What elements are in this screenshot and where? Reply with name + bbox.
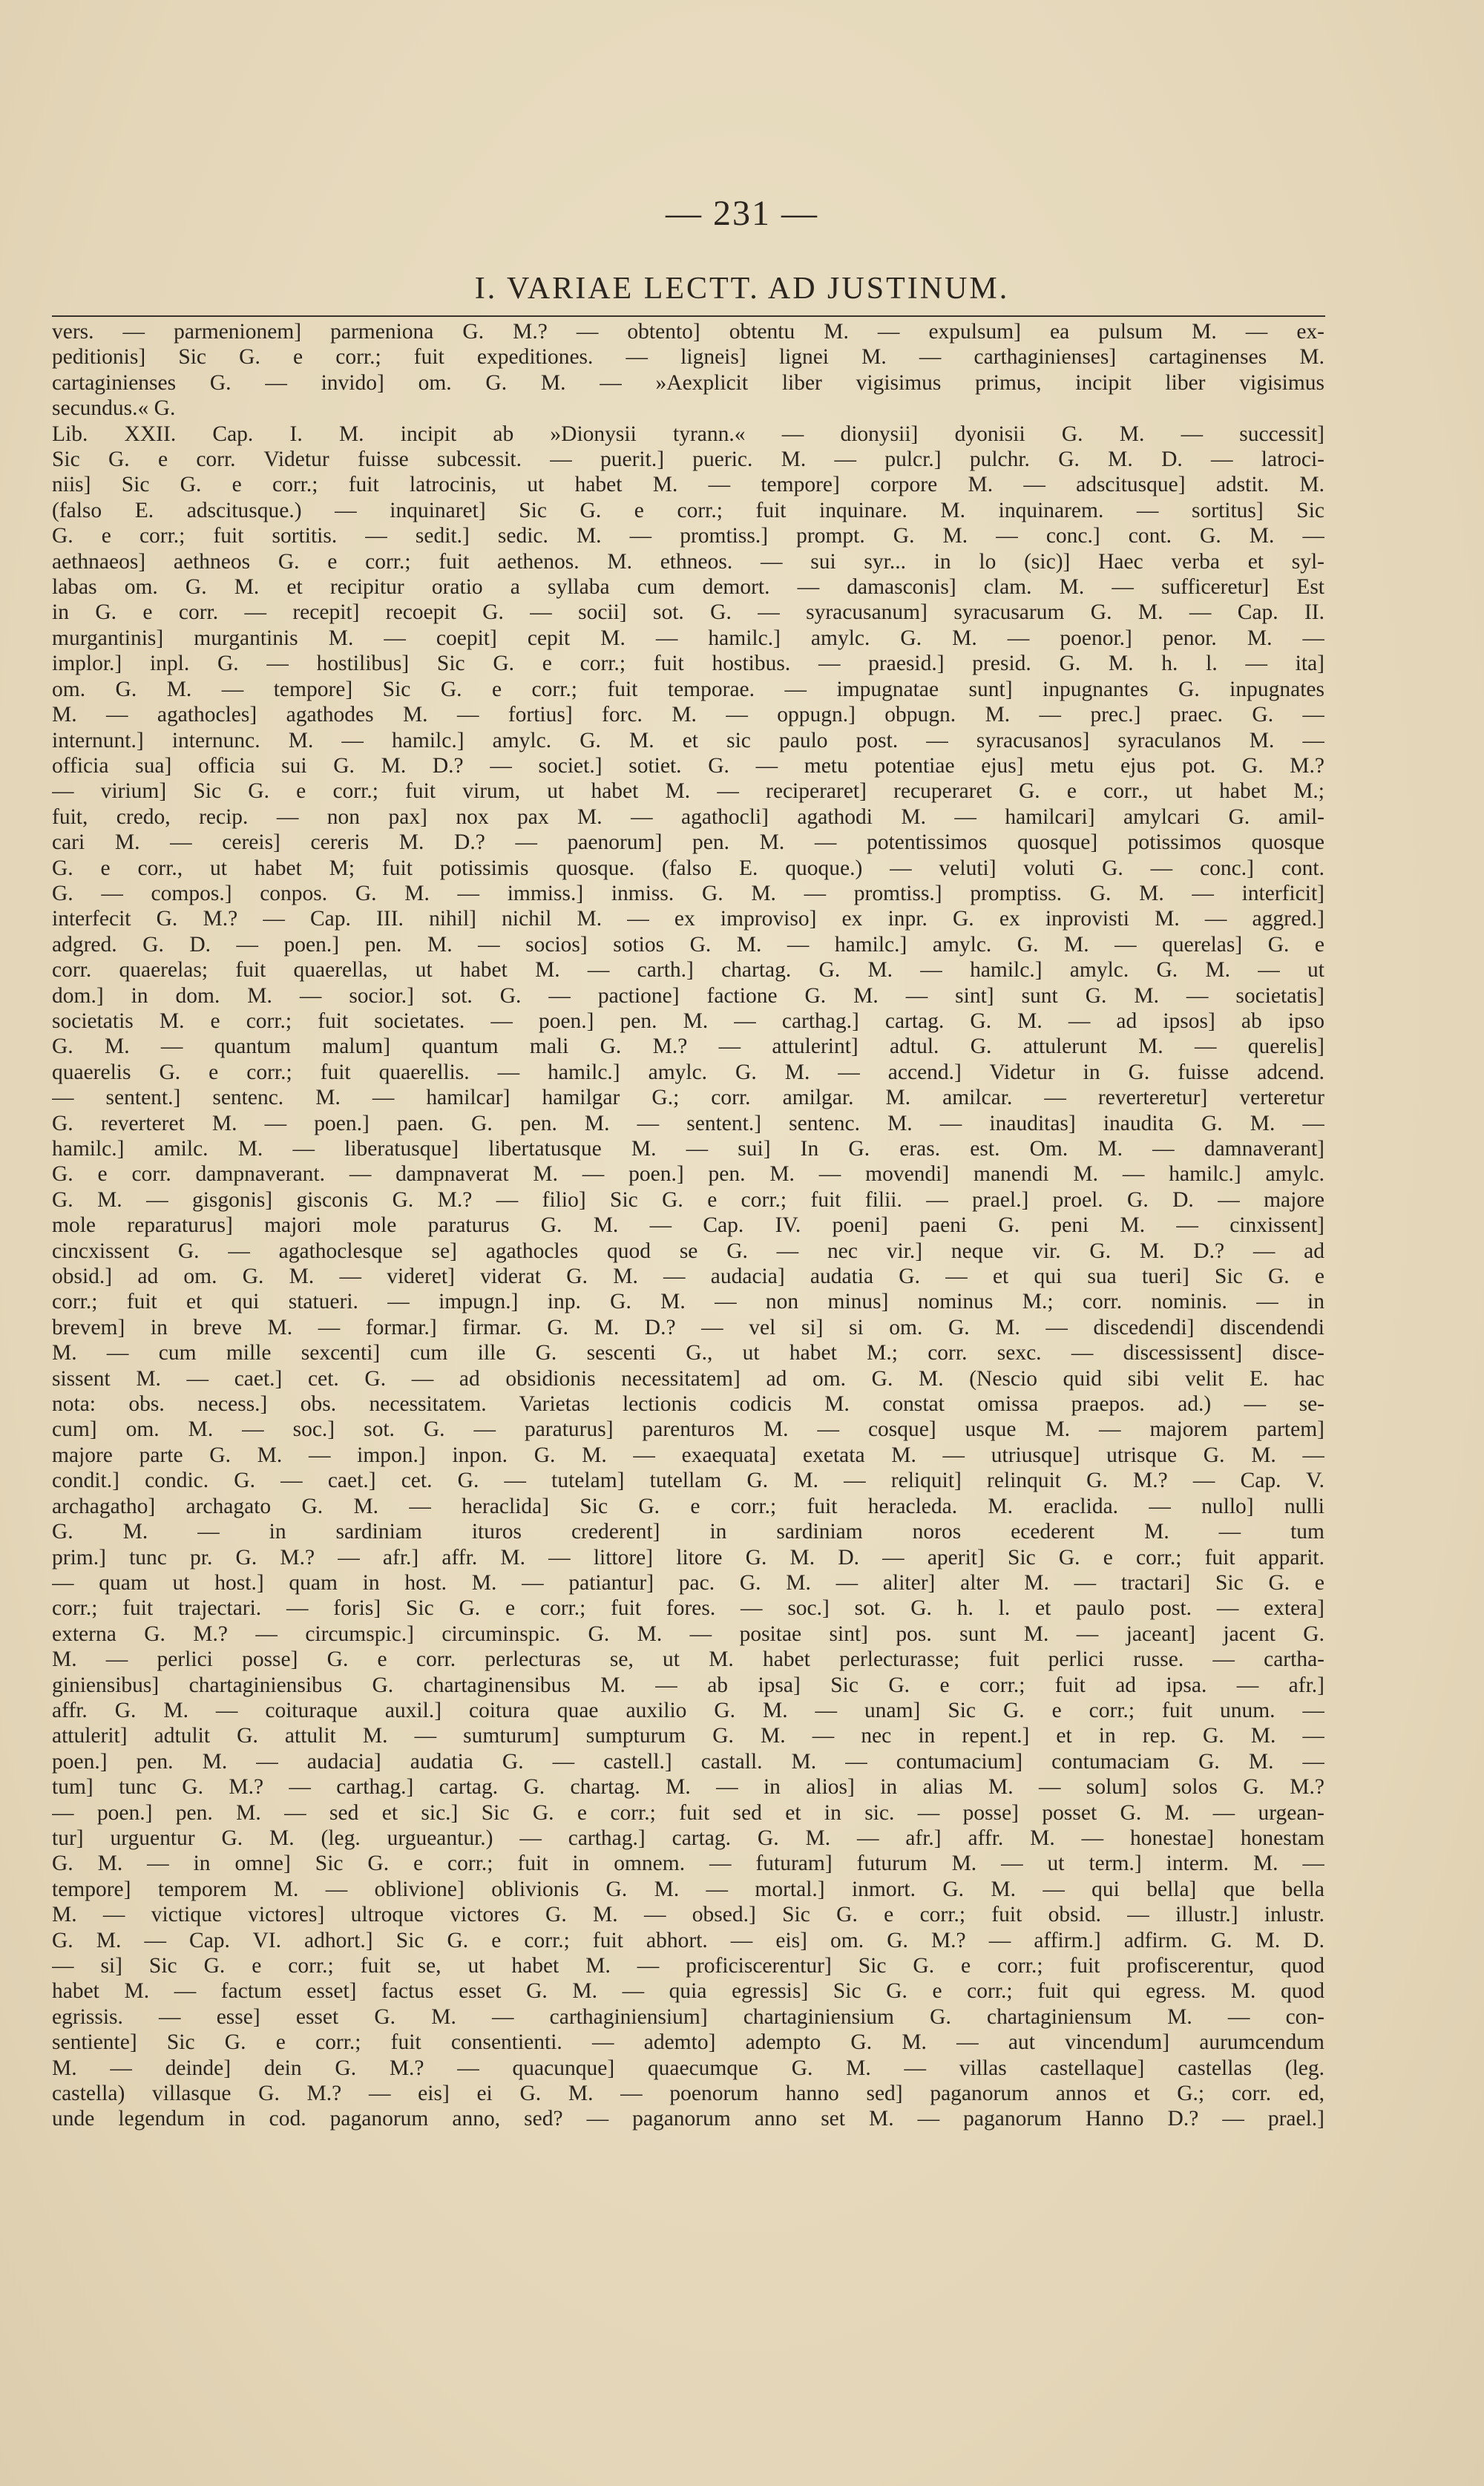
text-line: G. e corr., ut habet M; fuit potissimis quosque. (falso E. quoque.) — veluti] voluti G. — conc.] cont. xyxy=(52,856,1324,880)
text-line: labas om. G. M. et recipitur oratio a syllaba cum demort. — damasconis] clam. M. — sufficeretur] Est xyxy=(52,575,1324,600)
text-line: G. e corr. dampnaverant. — dampnaverat M. — poen.] pen. M. — movendi] manendi M. — hamilc.] amylc. xyxy=(52,1162,1324,1187)
heading-rule xyxy=(52,315,1325,317)
text-line: prim.] tunc pr. G. M.? — afr.] affr. M. — littore] litore G. M. D. — aperit] Sic G. e corr.; fuit apparit. xyxy=(52,1545,1324,1570)
text-line: corr.; fuit trajectari. — foris] Sic G. e corr.; fuit fores. — soc.] sot. G. h. l. et paulo post. — extera] xyxy=(52,1596,1324,1621)
text-line: M. — deinde] dein G. M.? — quacunque] quaecumque G. M. — villas castellaque] castellas (leg. xyxy=(52,2056,1324,2080)
text-line: — sentent.] sentenc. M. — hamilcar] hamilgar G.; corr. amilgar. M. amilcar. — reverteretur] verteretur xyxy=(52,1086,1324,1110)
text-line: condit.] condic. G. — caet.] cet. G. — tutelam] tutellam G. M. — reliquit] relinquit G. M.? — Cap. V. xyxy=(52,1469,1324,1493)
text-line: cincxissent G. — agathoclesque se] agathocles quod se G. — nec vir.] neque vir. G. M. D.? — ad xyxy=(52,1239,1324,1263)
text-line: unde legendum in cod. paganorum anno, sed? — paganorum anno set M. — paganorum Hanno D.? — prael.] xyxy=(52,2107,1324,2131)
page-number: — 231 — xyxy=(666,194,818,233)
text-line: G. M. — quantum malum] quantum mali G. M.? — attulerint] adtul. G. attulerunt M. — querelis] xyxy=(52,1034,1324,1059)
text-line: tum] tunc G. M.? — carthag.] cartag. G. chartag. M. — in alios] in alias M. — solum] solos G. M.? xyxy=(52,1775,1324,1800)
text-line: — poen.] pen. M. — sed et sic.] Sic G. e corr.; fuit sed et in sic. — posse] posset G. M. — urgean- xyxy=(52,1800,1324,1825)
text-line: niis] Sic G. e corr.; fuit latrocinis, ut habet M. — tempore] corpore M. — adscitusque] adstit. M. xyxy=(52,473,1324,497)
text-line: adgred. G. D. — poen.] pen. M. — socios] sotios G. M. — hamilc.] amylc. G. M. — querelas] G. e xyxy=(52,932,1324,957)
text-line: — virium] Sic G. e corr.; fuit virum, ut habet M. — reciperaret] recuperaret G. e corr., ut habet M.; xyxy=(52,779,1324,804)
text-line: M. — victique victores] ultroque victores G. M. — obsed.] Sic G. e corr.; fuit obsid. — illustr.] inlustr. xyxy=(52,1903,1324,1927)
text-line: hamilc.] amilc. M. — liberatusque] libertatusque M. — sui] In G. eras. est. Om. M. — damnaverant] xyxy=(52,1137,1324,1161)
text-line: M. — perlici posse] G. e corr. perlecturas se, ut M. habet perlecturasse; fuit perlici russe. — cartha- xyxy=(52,1647,1324,1672)
text-line: (falso E. adscitusque.) — inquinaret] Sic G. e corr.; fuit inquinare. M. inquinarem. — sortitus] Sic xyxy=(52,498,1324,522)
text-line: cari M. — cereis] cereris M. D.? — paenorum] pen. M. — potentissimos quosque] potissimos quosque xyxy=(52,830,1324,855)
text-line: internunt.] internunc. M. — hamilc.] amylc. G. M. et sic paulo post. — syracusanos] syraculanos M. — xyxy=(52,728,1324,752)
text-line: G. M. — gisgonis] gisconis G. M.? — filio] Sic G. e corr.; fuit filii. — prael.] proel. G. D. — majore xyxy=(52,1187,1324,1212)
text-line: Lib. XXII. Cap. I. M. incipit ab »Dionysii tyrann.« — dionysii] dyonisii G. M. — successit] xyxy=(52,422,1324,446)
text-line: nota: obs. necess.] obs. necessitatem. Varietas lectionis codicis M. constat omissa praepos. ad.) — se- xyxy=(52,1392,1324,1417)
text-line: sissent M. — caet.] cet. G. — ad obsidionis necessitatem] ad om. G. M. (Nescio quid sibi velit E. hac xyxy=(52,1366,1324,1391)
text-line: corr. quaerelas; fuit quaerellas, ut habet M. — carth.] chartag. G. M. — hamilc.] amylc. G. M. — ut xyxy=(52,958,1324,983)
text-line: majore parte G. M. — impon.] inpon. G. M. — exaequata] exetata M. — utriusque] utrisque G. M. — xyxy=(52,1443,1324,1467)
text-line: implor.] inpl. G. — hostilibus] Sic G. e corr.; fuit hostibus. — praesid.] presid. G. M. h. l. — ita] xyxy=(52,652,1324,676)
text-line: om. G. M. — tempore] Sic G. e corr.; fuit temporae. — impugnatae sunt] inpugnantes G. inpugnates xyxy=(52,677,1324,701)
text-line: affr. G. M. — coituraque auxil.] coitura quae auxilio G. M. — unam] Sic G. e corr.; fuit unum. — xyxy=(52,1698,1324,1722)
text-line: obsid.] ad om. G. M. — videret] viderat G. M. — audacia] audatia G. — et qui sua tueri] Sic G. e xyxy=(52,1265,1324,1289)
text-line: G. M. — in sardiniam ituros crederent] in sardiniam noros ecederent M. — tum xyxy=(52,1520,1324,1544)
text-line: aethnaeos] aethneos G. e corr.; fuit aethenos. M. ethneos. — sui syr... in lo (sic)] Haec verba et syl- xyxy=(52,549,1324,574)
text-line: G. e corr.; fuit sortitis. — sedit.] sedic. M. — promtiss.] prompt. G. M. — conc.] cont. G. M. — xyxy=(52,524,1324,548)
text-line: — quam ut host.] quam in host. M. — patiantur] pac. G. M. — aliter] alter M. — tractari] Sic G. e xyxy=(52,1570,1324,1595)
text-line: G. — compos.] conpos. G. M. — immiss.] inmiss. G. M. — promtiss.] promptiss. G. M. — interficit] xyxy=(52,881,1324,905)
text-line: officia sua] officia sui G. M. D.? — societ.] sotiet. G. — metu potentiae ejus] metu ejus pot. G. M.? xyxy=(52,753,1324,778)
text-line: tur] urguentur G. M. (leg. urgueantur.) — carthag.] cartag. G. M. — afr.] affr. M. — honestae] honestam xyxy=(52,1826,1324,1850)
page-heading: I. VARIAE LECTT. AD JUSTINUM. xyxy=(474,272,1010,306)
text-line: sentiente] Sic G. e corr.; fuit consentienti. — ademto] adempto G. M. — aut vincendum] aurumcendum xyxy=(52,2030,1324,2055)
text-line: peditionis] Sic G. e corr.; fuit expeditiones. — ligneis] lignei M. — carthaginienses] cartaginenses M. xyxy=(52,345,1324,370)
text-line: cum] om. M. — soc.] sot. G. — paraturus] parenturos M. — cosque] usque M. — majorem partem] xyxy=(52,1417,1324,1442)
text-line: poen.] pen. M. — audacia] audatia G. — castell.] castall. M. — contumacium] contumaciam G. M. — xyxy=(52,1749,1324,1774)
text-line: G. M. — Cap. VI. adhort.] Sic G. e corr.; fuit abhort. — eis] om. G. M.? — affirm.] adfirm. G. M. D. xyxy=(52,1928,1324,1952)
text-line: tempore] temporem M. — oblivione] oblivionis G. M. — mortal.] inmort. G. M. — qui bella] que bella xyxy=(52,1877,1324,1901)
text-line: secundus.« G. xyxy=(52,396,176,421)
text-line: M. — cum mille sexcenti] cum ille G. sescenti G., ut habet M.; corr. sexc. — discessissent] disce- xyxy=(52,1341,1324,1365)
text-line: fuit, credo, recip. — non pax] nox pax M. — agathocli] agathodi M. — hamilcari] amylcari G. amil- xyxy=(52,804,1324,829)
text-line: archagatho] archagato G. M. — heraclida] Sic G. e corr.; fuit heracleda. M. eraclida. — nullo] nulli xyxy=(52,1494,1324,1518)
text-line: in G. e corr. — recepit] recoepit G. — socii] sot. G. — syracusanum] syracusarum G. M. — Cap. II. xyxy=(52,600,1324,625)
text-line: societatis M. e corr.; fuit societates. — poen.] pen. M. — carthag.] cartag. G. M. — ad ipsos] ab ipso xyxy=(52,1008,1324,1033)
text-line: corr.; fuit et qui statueri. — impugn.] inp. G. M. — non minus] nominus M.; corr. nominis. — in xyxy=(52,1290,1324,1314)
text-line: attulerit] adtulit G. attulit M. — sumturum] sumpturum G. M. — nec in repent.] et in rep. G. M. — xyxy=(52,1724,1324,1748)
text-line: brevem] in breve M. — formar.] firmar. G. M. D.? — vel si] si om. G. M. — discedendi] discendendi xyxy=(52,1315,1324,1339)
text-line: — si] Sic G. e corr.; fuit se, ut habet M. — proficiscerentur] Sic G. e corr.; fuit profiscerentur, quod xyxy=(52,1954,1324,1978)
text-line: murgantinis] murgantinis M. — coepit] cepit M. — hamilc.] amylc. G. M. — poenor.] penor. M. — xyxy=(52,626,1324,650)
text-line: interfecit G. M.? — Cap. III. nihil] nichil M. — ex improviso] ex inpr. G. ex inprovisti M. — aggred.] xyxy=(52,907,1324,931)
text-line: giniensibus] chartaginiensibus G. chartaginensibus M. — ab ipsa] Sic G. e corr.; fuit ad ipsa. — afr.] xyxy=(52,1673,1324,1697)
text-line: externa G. M.? — circumspic.] circuminspic. G. M. — positae sint] pos. sunt M. — jaceant] jacent G. xyxy=(52,1621,1324,1646)
text-line: Sic G. e corr. Videtur fuisse subcessit. — puerit.] pueric. M. — pulcr.] pulchr. G. M. D. — latroci- xyxy=(52,447,1324,472)
text-line: cartaginienses G. — invido] om. G. M. — »Aexplicit liber vigisimus primus, incipit liber vigisimus xyxy=(52,370,1324,395)
text-line: vers. — parmenionem] parmeniona G. M.? — obtento] obtentu M. — expulsum] ea pulsum M. — ex- xyxy=(52,320,1324,344)
text-line: quaerelis G. e corr.; fuit quaerellis. — hamilc.] amylc. G. M. — accend.] Videtur in G. fuisse adcend. xyxy=(52,1060,1324,1084)
text-line: M. — agathocles] agathodes M. — fortius] forc. M. — oppugn.] obpugn. M. — prec.] praec. G. — xyxy=(52,703,1324,727)
text-line: dom.] in dom. M. — socior.] sot. G. — pactione] factione G. M. — sint] sunt G. M. — societatis] xyxy=(52,983,1324,1008)
text-line: G. M. — in omne] Sic G. e corr.; fuit in omnem. — futuram] futurum M. — ut term.] interm. M. — xyxy=(52,1852,1324,1876)
apparatus-text xyxy=(52,319,1324,2132)
text-line: habet M. — factum esset] factus esset G. M. — quia egressis] Sic G. e corr.; fuit qui egress. M. quod xyxy=(52,1979,1324,2004)
text-line: mole reparaturus] majori mole paraturus G. M. — Cap. IV. poeni] paeni G. peni M. — cinxissent] xyxy=(52,1213,1324,1238)
text-line: G. reverteret M. — poen.] paen. G. pen. M. — sentent.] sentenc. M. — inauditas] inaudita G. M. — xyxy=(52,1111,1324,1135)
text-line: castella) villasque G. M.? — eis] ei G. M. — poenorum hanno sed] paganorum annos et G.; corr. ed, xyxy=(52,2082,1324,2106)
text-line: egrissis. — esse] esset G. M. — carthaginiensium] chartaginiensium G. chartaginiensum M. — con- xyxy=(52,2004,1324,2029)
